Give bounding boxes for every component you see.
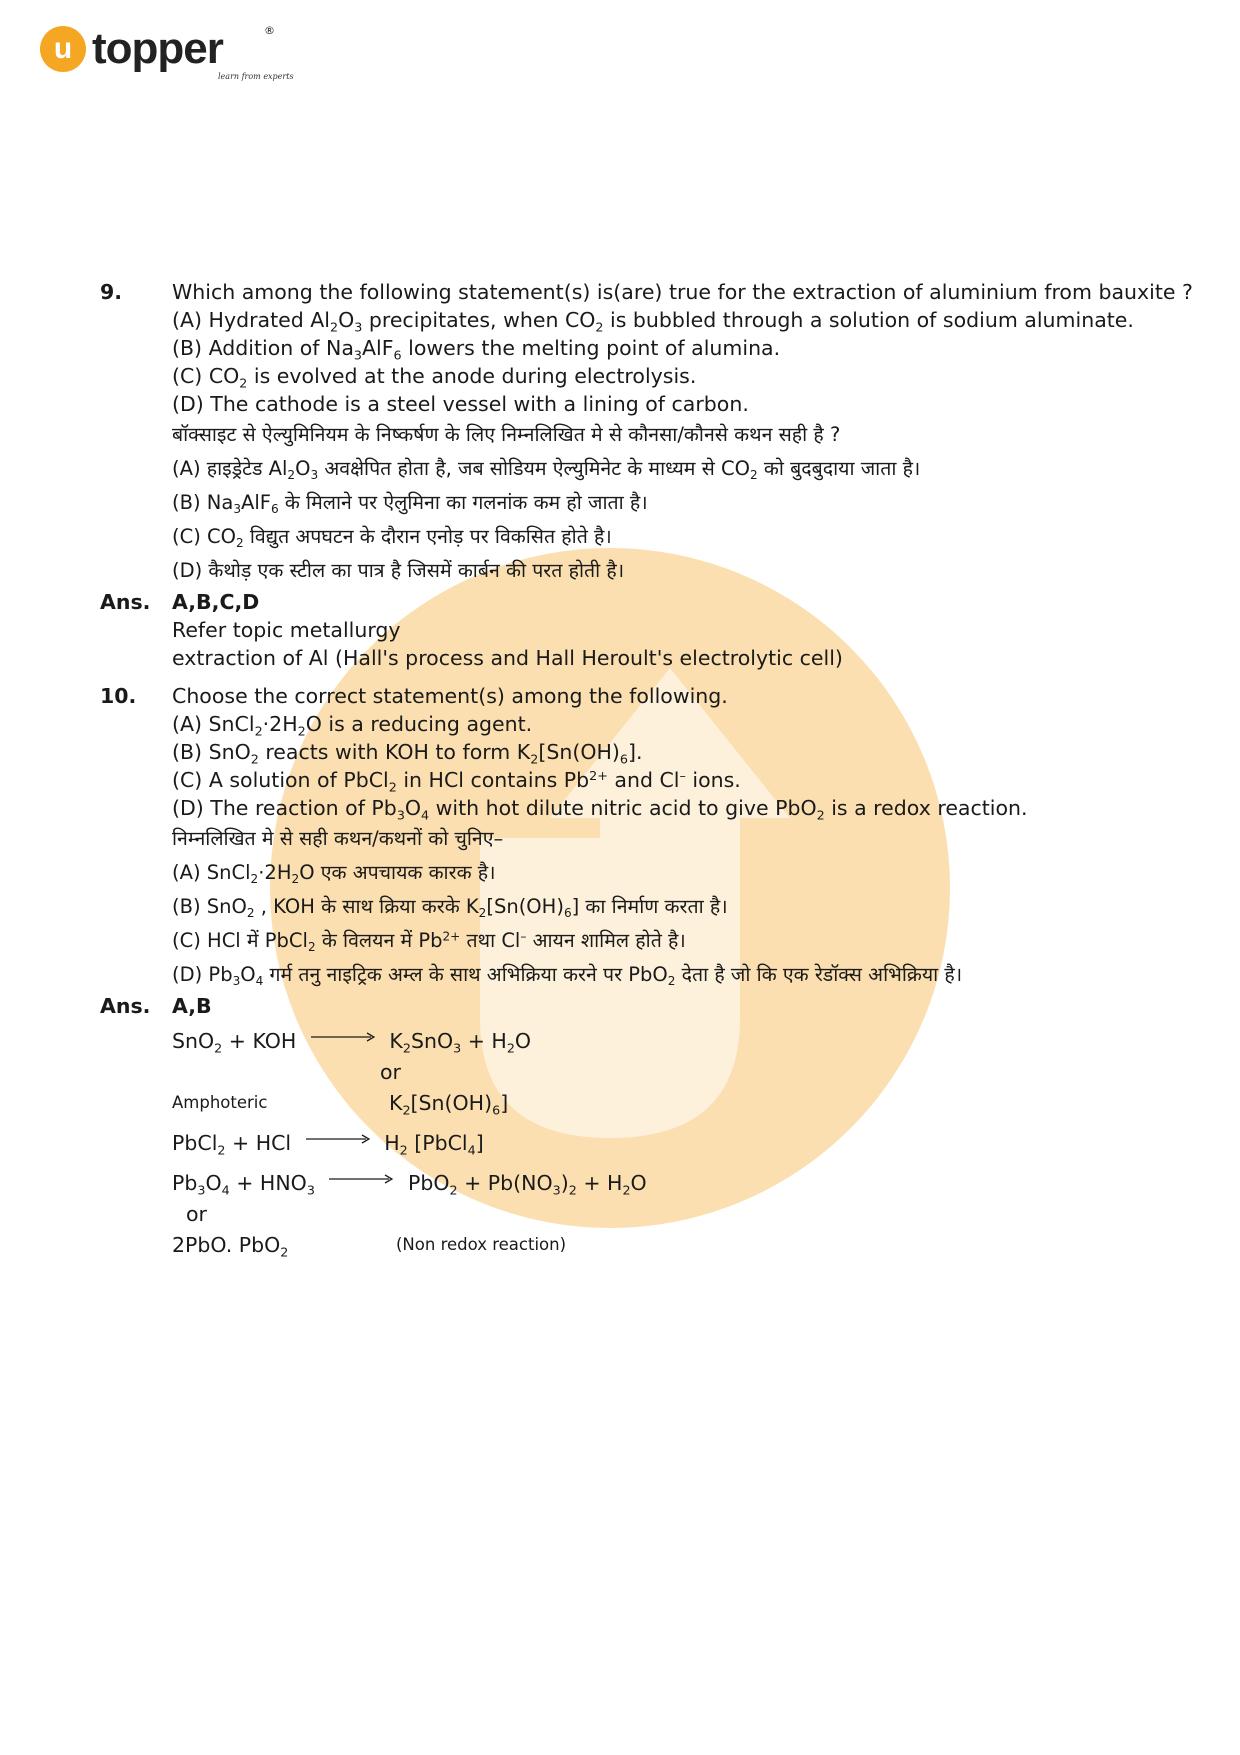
subscript: 3 xyxy=(453,1040,462,1056)
subscript: 6 xyxy=(619,751,628,767)
subscript: 2 xyxy=(217,1142,226,1158)
subscript: 2 xyxy=(250,751,259,767)
subscript: 2 xyxy=(402,1040,411,1056)
q10-hindi-option-c: (C) HCl में PbCl$_2$ के विलयन में $Pb^{2+}$ तथा Cl– आयन शामिल होते है। xyxy=(172,929,686,955)
subscript: 6 xyxy=(271,502,279,517)
subscript: 2 xyxy=(254,723,263,739)
equation-1 xyxy=(172,1024,531,1058)
subscript: 3 xyxy=(353,347,363,363)
equation-1-alternate-product: $K_2[Sn(OH)_6]$ xyxy=(389,1091,509,1118)
q9-reference-detail: extraction of Al (Hall's process and Hall Heroult's electrolytic cell) xyxy=(172,646,843,670)
subscript: 2 xyxy=(329,319,339,335)
q9-option-b: (B) Addition of $Na_3AlF_6$ lowers the melting point of alumina. xyxy=(172,336,781,363)
equation-1-or: or xyxy=(380,1060,401,1084)
q9-hindi-option-c: (C) $CO_2$ विद्युत अपघटन के दौरान एनोड़ पर विकसित होते है। xyxy=(172,525,612,551)
subscript: 2 xyxy=(816,807,825,823)
subscript: 2 xyxy=(287,468,296,483)
equation-1-reactants: SnO$_2$ + KOH xyxy=(172,1029,297,1056)
logo-tagline: learn from experts xyxy=(218,72,294,81)
subscript: 3 xyxy=(310,468,319,483)
q9-hindi-option-b: (B) $Na_3AlF_6$ के मिलाने पर ऐलुमिना का गलनांक कम हो जाता है। xyxy=(172,491,648,517)
subscript: 2 xyxy=(297,723,306,739)
equation-3-or: or xyxy=(186,1202,207,1226)
subscript: 4 xyxy=(467,1142,476,1158)
subscript: 2 xyxy=(291,872,300,887)
subscript: 2 xyxy=(478,906,487,921)
q10-question: Choose the correct statement(s) among the following. xyxy=(172,684,728,708)
equation-1-products: $K_2SnO_3 + H_2O$ xyxy=(389,1029,532,1056)
q10-hindi-question: निम्नलिखित मे से सही कथन/कथनों को चुनिए– xyxy=(172,827,504,850)
subscript: 2 xyxy=(236,536,244,551)
subscript: 2 xyxy=(214,1040,223,1056)
equation-3-reactants: $Pb_3O_4 + HNO_3$ xyxy=(172,1171,315,1198)
logo-mark: u xyxy=(40,26,86,72)
topper-logo xyxy=(40,24,294,81)
q10-answer-label: Ans. xyxy=(100,994,151,1018)
q9-reference-topic: Refer topic metallurgy xyxy=(172,618,401,642)
superscript: – xyxy=(679,768,686,784)
subscript: 2 xyxy=(568,1182,577,1198)
q9-answer-label: Ans. xyxy=(100,590,151,614)
superscript: 2+ xyxy=(442,929,461,944)
reaction-arrow-icon xyxy=(329,1174,393,1184)
q10-hindi-option-d: (D) $Pb_3O_4$ गर्म तनु नाइट्रिक अम्ल के साथ अभिक्रिया करने पर PbO$_2$ देता है जो कि एक रेडॉक्स अभिक्रिया है। xyxy=(172,963,963,989)
q10-hindi-option-b: (B) SnO$_2$ , KOH के साथ क्रिया करके $K_2[Sn(OH)_6]$ का निर्माण करता है। xyxy=(172,895,728,921)
subscript: 2 xyxy=(750,468,758,483)
reaction-arrow-icon xyxy=(311,1032,375,1042)
amphoteric-label: Amphoteric xyxy=(172,1093,268,1112)
subscript: 2 xyxy=(307,940,316,955)
equation-3-products: $PbO_2 + Pb(NO_3)_2 + H_2O$ xyxy=(407,1171,647,1198)
subscript: 2 xyxy=(506,1040,515,1056)
subscript: 2 xyxy=(622,1182,631,1198)
q9-number: 9. xyxy=(100,280,123,304)
subscript: 2 xyxy=(239,375,248,391)
q10-option-b: (B) SnO$_2$ reacts with KOH to form $K_2[Sn(OH)_6]$. xyxy=(172,740,643,767)
subscript: 6 xyxy=(563,906,572,921)
subscript: 2 xyxy=(667,974,676,989)
superscript: 2+ xyxy=(589,768,608,784)
subscript: 2 xyxy=(399,1142,408,1158)
q9-hindi-option-a: (A) हाइड्रेटेड $Al_2O_3$ अवक्षेपित होता है, जब सोडियम ऐल्युमिनेट के माध्यम से $CO_2$ को बुदबुदाया जाता है। xyxy=(172,457,921,483)
subscript: 2 xyxy=(388,779,397,795)
subscript: 2 xyxy=(280,1244,289,1260)
subscript: 3 xyxy=(552,1182,561,1198)
q9-hindi-option-d: (D) कैथोड़ एक स्टील का पात्र है जिसमें कार्बन की परत होती है। xyxy=(172,559,625,582)
subscript: 3 xyxy=(233,502,242,517)
subscript: 2 xyxy=(595,319,604,335)
logo-wordmark: topper xyxy=(92,24,223,73)
equation-2-products: $H_2$ [PbCl$_4$] xyxy=(384,1131,484,1158)
equation-3 xyxy=(172,1166,647,1200)
q9-question: Which among the following statement(s) is(are) true for the extraction of aluminium from bauxite ? xyxy=(172,280,1193,304)
subscript: 3 xyxy=(197,1182,206,1198)
superscript: – xyxy=(520,929,527,944)
q10-option-c: (C) A solution of PbCl$_2$ in HCl contains $Pb^{2+}$ and Cl– ions. xyxy=(172,768,741,795)
q9-option-d: (D) The cathode is a steel vessel with a lining of carbon. xyxy=(172,392,749,416)
q10-hindi-option-a: (A) $SnCl_2\cdot 2H_2O$ एक अपचायक कारक है। xyxy=(172,861,496,887)
q9-option-a: (A) Hydrated $Al_2O_3$ precipitates, when $CO_2$ is bubbled through a solution of sodium aluminate. xyxy=(172,308,1134,335)
subscript: 4 xyxy=(421,807,430,823)
subscript: 6 xyxy=(393,347,402,363)
q9-option-c: (C) $CO_2$ is evolved at the anode during electrolysis. xyxy=(172,364,697,391)
q10-option-d: (D) The reaction of $Pb_3O_4$ with hot dilute nitric acid to give PbO$_2$ is a redox reaction. xyxy=(172,796,1028,823)
subscript: 2 xyxy=(402,1102,411,1118)
subscript: 6 xyxy=(492,1102,501,1118)
subscript: 4 xyxy=(221,1182,230,1198)
subscript: 2 xyxy=(246,906,255,921)
q9-hindi-question: बॉक्साइट से ऐल्युमिनियम के निष्कर्षण के लिए निम्नलिखित मे से कौनसा/कौनसे कथन सही है ? xyxy=(172,423,841,446)
q10-number: 10. xyxy=(100,684,137,708)
equation-3-alternate-formula: 2PbO. PbO$_2$ xyxy=(172,1233,289,1260)
subscript: 2 xyxy=(250,872,259,887)
subscript: 3 xyxy=(396,807,405,823)
q9-answer: A,B,C,D xyxy=(172,590,260,614)
question-content xyxy=(100,278,1193,1262)
equation-2-reactants: PbCl$_2$ + HCl xyxy=(172,1131,292,1158)
reaction-arrow-icon xyxy=(306,1134,370,1144)
subscript: 2 xyxy=(449,1182,458,1198)
q10-answer: A,B xyxy=(172,994,212,1018)
registered-mark: ® xyxy=(264,24,275,37)
subscript: 2 xyxy=(530,751,539,767)
subscript: 3 xyxy=(232,974,241,989)
non-redox-note: (Non redox reaction) xyxy=(396,1235,567,1254)
subscript: 4 xyxy=(255,974,264,989)
subscript: 3 xyxy=(354,319,363,335)
equation-2 xyxy=(172,1126,484,1160)
subscript: 3 xyxy=(306,1182,315,1198)
q10-option-a: (A) $SnCl_2\cdot 2H_2O$ is a reducing agent. xyxy=(172,712,533,739)
